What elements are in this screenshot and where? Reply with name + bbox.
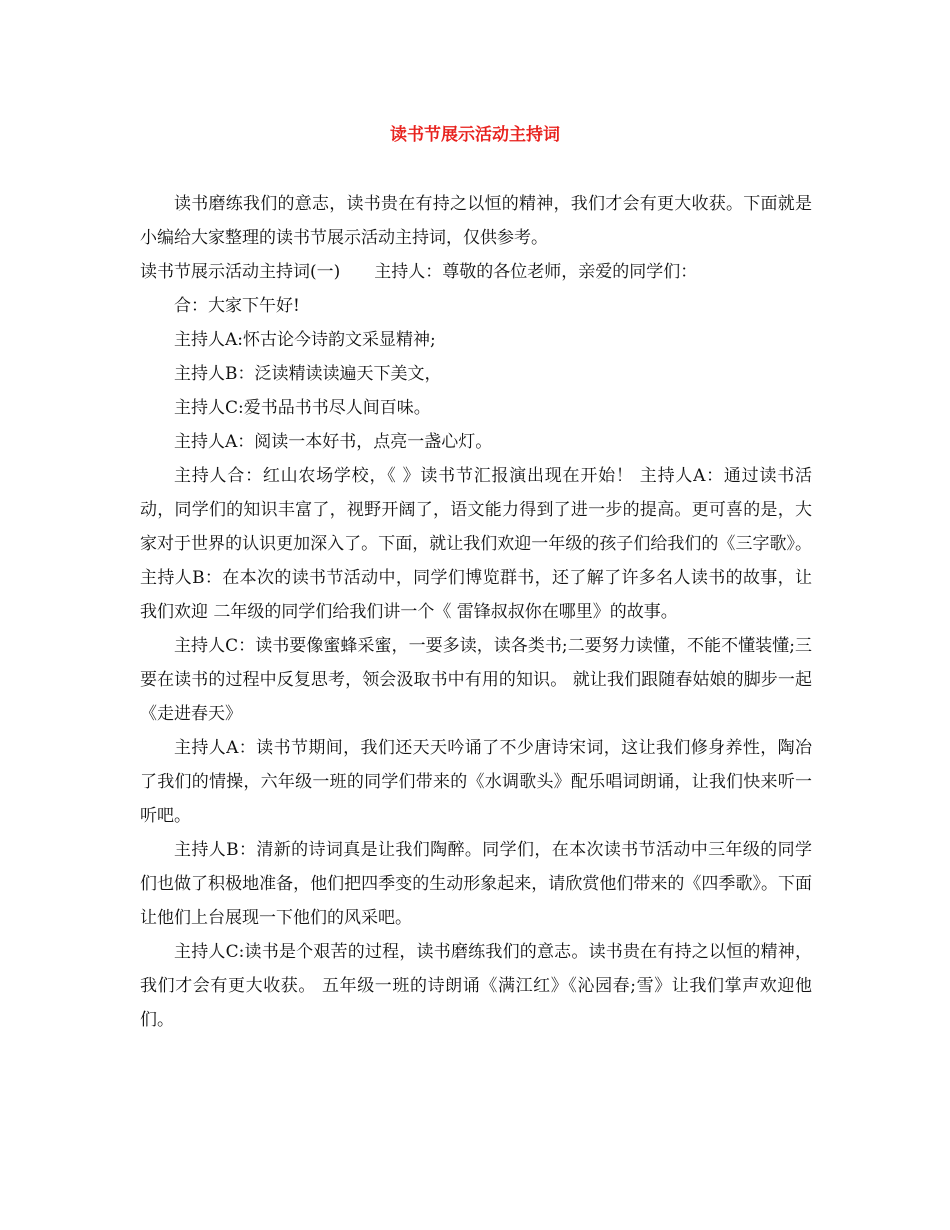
- paragraph: 主持人C：读书要像蜜蜂采蜜，一要多读，读各类书;二要努力读懂，不能不懂装懂;三要在读书的过程中反复思考，领会汲取书中有用的知识。 就让我们跟随春姑娘的脚步一起《走进春天》: [140, 636, 812, 724]
- paragraph: 主持人合：红山农场学校，《 》读书节汇报演出现在开始！ 主持人A：通过读书活动，同学们的知识丰富了，视野开阔了，语文能力得到了进一步的提高。更可喜的是，大家对于世界的认识更加深入了。下面，就让我们欢迎一年级的孩子们给我们的《三字歌》。 主持人B：在本次的读书节活动中，同学们博览群书，还了解了许多名人读书的故事，让我们欢迎 二年级的同学们给我们讲一个《 雷锋叔叔你在哪里》的故事。: [140, 466, 812, 622]
- paragraph: 主持人A：阅读一本好书，点亮一盏心灯。: [174, 432, 493, 452]
- paragraph: 主持人B：清新的诗词真是让我们陶醉。同学们，在本次读书节活动中三年级的同学们也做了积极地准备，他们把四季变的生动形象起来，请欣赏他们带来的《四季歌》。下面让他们上台展现一下他们的风采吧。: [140, 840, 812, 928]
- paragraph: 主持人A：读书节期间，我们还天天吟诵了不少唐诗宋词，这让我们修身养性，陶冶了我们的情操，六年级一班的同学们带来的《水调歌头》配乐唱词朗诵，让我们快来听一听吧。: [140, 738, 812, 826]
- paragraph: 合：大家下午好!: [174, 296, 300, 316]
- paragraph: 主持人B：泛读精读读遍天下美文，: [174, 364, 442, 384]
- paragraph: 主持人A:怀古论今诗韵文采显精神;: [174, 330, 436, 350]
- document-title: 读书节展示活动主持词: [390, 125, 560, 145]
- section-first-line: 主持人：尊敬的各位老师，亲爱的同学们：: [374, 262, 698, 282]
- paragraph: 主持人C:读书是个艰苦的过程，读书磨练我们的意志。读书贵在有持之以恒的精神，我们才会有更大收获。 五年级一班的诗朗诵《满江红》《沁园春;雪》让我们掌声欢迎他们。: [140, 942, 812, 1030]
- intro-paragraph: 读书磨练我们的意志，读书贵在有持之以恒的精神，我们才会有更大收获。下面就是小编给大家整理的读书节展示活动主持词，仅供参考。: [140, 194, 812, 248]
- document-body: [140, 187, 812, 1037]
- paragraph: 主持人C:爱书品书书尽人间百味。: [174, 398, 431, 418]
- section-heading: 读书节展示活动主持词(一): [140, 262, 341, 282]
- section-heading-line: [140, 255, 812, 289]
